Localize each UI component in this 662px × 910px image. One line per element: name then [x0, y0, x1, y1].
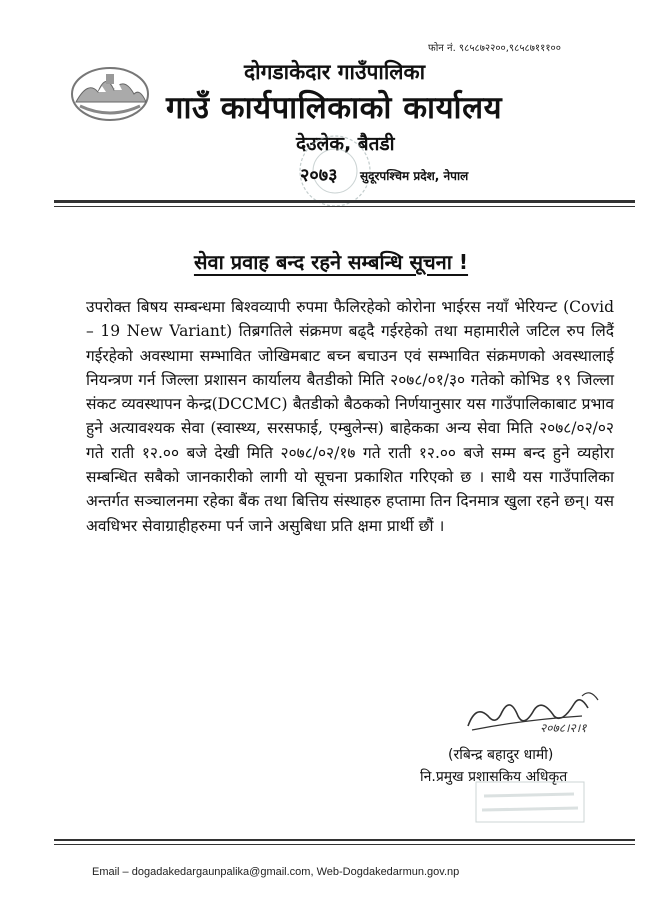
- signatory-name: (रबिन्द्र बहादुर धामी): [448, 747, 554, 763]
- address-line: देउलेक, बैतडी: [296, 133, 395, 155]
- header-divider-thin: [54, 206, 635, 207]
- org-name: दोगडाकेदार गाउँपालिका: [244, 60, 426, 84]
- footer-divider: [54, 839, 635, 841]
- notice-paragraph: उपरोक्त बिषय सम्बन्धमा बिश्वव्यापी रुपमा फैलिरहेको कोरोना भाईरस नयाँ भेरियन्ट (Covid – 19 New Variant) तिब्रगतिले संक्रमण बढ्दै गईरहेको तथा महामारीले जटिल रुप लिदैं गईरहेको अवस्थामा सम्भावित जोखिमबाट बच्न बचाउन एवं सम्भावित संक्रमणको अवस्थालाई नियन्त्रण गर्न जिल्ला प्रशासन कार्यालय बैतडीको मिति २०७८/०१/३० गतेको कोभिड १९ जिल्ला संकट व्यवस्थापन केन्द्र(DCCMC) बैतडीको बैठकको निर्णयानुसार यस गाउँपालिकाबाट प्रभाव हुने अत्यावश्यक सेवा (स्वास्थ्य, सरसफाई, एम्बुलेन्स) बाहेकका अन्य सेवा मिति २०७८/०२/०२ गते राती १२.०० बजे देखी मिति २०७८/०२/१७ गते राती १२.०० बजे सम्म बन्द हुने व्यहोरा सम्बन्धित सबैको जानकारीको लागी यो सूचना प्रकाशित गरिएको छ । साथै यस गाउँपालिका अन्तर्गत सञ्चालनमा रहेका बैंक तथा बित्तिय संस्थाहरु हप्तामा तिन दिनमात्र खुला रहने छन्। यस अवधिभर सेवाग्राहीहरुमा पर्न जाने असुबिधा प्रति क्षमा प्रार्थी छौं ।: [86, 298, 614, 535]
- footer-divider-thin: [54, 844, 635, 845]
- established-year: २०७३: [300, 165, 338, 186]
- notice-subject-text: सेवा प्रवाह बन्द रहने सम्बन्धि सूचना !: [193, 250, 469, 274]
- nepal-emblem-icon: [68, 62, 152, 122]
- province-label: सुदूरपश्चिम प्रदेश, नेपाल: [360, 169, 469, 183]
- office-name: गाउँ कार्यपालिकाको कार्यालय: [166, 90, 503, 126]
- handwritten-signature: [462, 686, 612, 738]
- header-divider: [54, 200, 635, 203]
- phone-number: फोन नं. ९८५८७२२००,९८५८७१११००: [428, 43, 561, 54]
- footer-contact: Email – dogadakedargaunpalika@gmail.com, Web-Dogdakedarmun.gov.np: [92, 866, 460, 878]
- signature-date: २०७८।२।१: [540, 721, 587, 735]
- notice-subject: [0, 248, 662, 275]
- officer-stamp: [474, 780, 586, 824]
- notice-body: [86, 295, 614, 538]
- signatory-title: नि.प्रमुख प्रशासकिय अधिकृत: [420, 769, 568, 785]
